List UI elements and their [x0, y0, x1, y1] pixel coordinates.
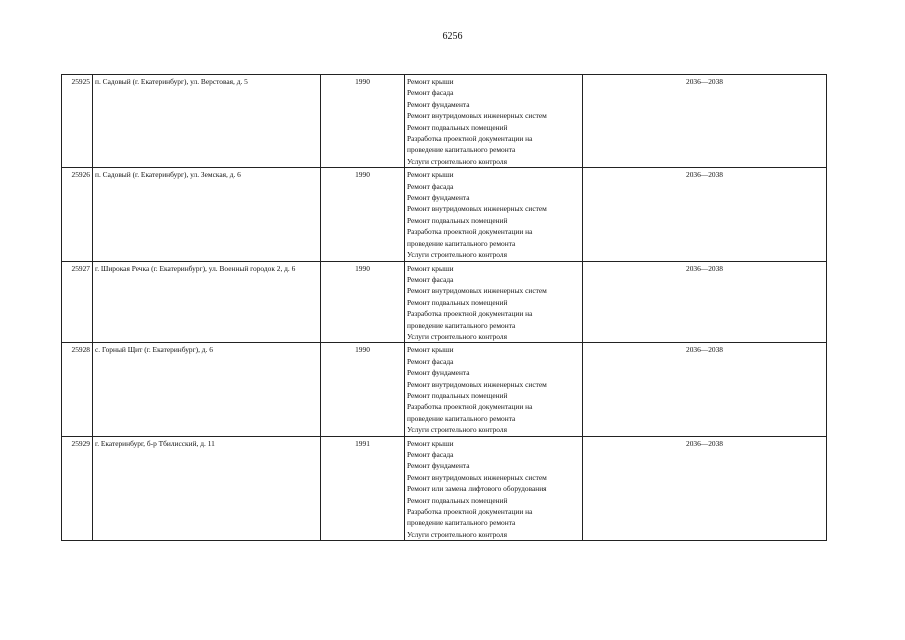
address-cell [93, 436, 321, 541]
address-cell [93, 261, 321, 343]
work-item: Ремонт внутридомовых инженерных систем [407, 379, 547, 389]
row-number-cell: 25929 [62, 436, 93, 541]
table-row [62, 343, 827, 436]
work-item: Ремонт фундамента [407, 461, 470, 471]
year-cell: 1990 [321, 75, 405, 168]
period-cell: 2036—2038 [583, 261, 827, 343]
work-item: Ремонт внутридомовых инженерных систем [407, 472, 547, 482]
table-row [62, 436, 827, 541]
period-cell: 2036—2038 [583, 75, 827, 168]
address-text: п. Садовый (г. Екатеринбург), ул. Верстовая, д. 5 [95, 77, 248, 86]
work-item: Ремонт внутридомовых инженерных систем [407, 111, 547, 121]
row-number-cell: 25926 [62, 168, 93, 261]
period-cell: 2036—2038 [583, 436, 827, 541]
work-item: Ремонт фасада [407, 274, 454, 284]
work-item: Ремонт подвальных помещений [407, 122, 508, 132]
address-text: с. Горный Щит (г. Екатеринбург), д. 6 [95, 345, 213, 355]
work-item: Услуги строительного контроля [407, 425, 507, 435]
work-item: проведение капитального ремонта [407, 518, 516, 528]
address-cell [93, 168, 321, 261]
period-cell: 2036—2038 [583, 168, 827, 261]
row-number-cell: 25927 [62, 261, 93, 343]
work-item: Ремонт подвальных помещений [407, 297, 508, 307]
year-cell: 1990 [321, 168, 405, 261]
work-item: Ремонт фасада [407, 450, 454, 459]
works-cell [405, 343, 583, 436]
page-number: 6256 [442, 31, 463, 42]
work-item: Ремонт фасада [407, 356, 454, 366]
work-item: Ремонт подвальных помещений [407, 215, 508, 225]
work-item: Ремонт крыши [407, 263, 454, 273]
work-item: Ремонт крыши [407, 438, 454, 448]
work-item: Разработка проектной документации на [407, 134, 533, 144]
address-text: г. Екатеринбург, б-р Тбилисский, д. 11 [95, 438, 215, 448]
year-cell: 1990 [321, 261, 405, 343]
address-cell [93, 343, 321, 436]
work-item: Услуги строительного контроля [407, 250, 507, 260]
row-number-cell: 25928 [62, 343, 93, 436]
work-item: проведение капитального ремонта [407, 320, 516, 330]
work-item: Разработка проектной документации на [407, 227, 533, 237]
work-item: Ремонт фундамента [407, 193, 470, 203]
work-item: Услуги строительного контроля [407, 529, 507, 539]
period-cell: 2036—2038 [583, 343, 827, 436]
work-item: Ремонт фасада [407, 181, 454, 191]
works-cell [405, 436, 583, 541]
work-item: проведение капитального ремонта [407, 238, 516, 248]
work-item: Услуги строительного контроля [407, 156, 507, 166]
work-item: Разработка проектной документации на [407, 309, 533, 319]
work-item: Ремонт фундамента [407, 99, 470, 109]
year-cell: 1990 [321, 343, 405, 436]
work-item: проведение капитального ремонта [407, 145, 516, 155]
work-item: Ремонт фасада [407, 88, 454, 98]
capital-repair-table [61, 74, 827, 541]
work-item: Разработка проектной документации на [407, 402, 533, 412]
work-item: Ремонт внутридомовых инженерных систем [407, 286, 547, 296]
address-text: г. Широкая Речка (г. Екатеринбург), ул. Военный городок 2, д. 6 [95, 263, 296, 273]
work-item: Ремонт подвальных помещений [407, 390, 508, 400]
work-item: Ремонт внутридомовых инженерных систем [407, 204, 547, 214]
table-row [62, 75, 827, 168]
work-item: Ремонт или замена лифтового оборудования [407, 484, 547, 494]
address-cell [93, 75, 321, 168]
work-item: Ремонт крыши [407, 345, 454, 355]
address-text: п. Садовый (г. Екатеринбург), ул. Земская, д. 6 [95, 170, 241, 180]
work-item: Разработка проектной документации на [407, 507, 533, 517]
table-row [62, 261, 827, 343]
work-item: Ремонт подвальных помещений [407, 495, 508, 505]
work-item: Услуги строительного контроля [407, 331, 507, 341]
work-item: Ремонт фундамента [407, 368, 470, 378]
works-cell [405, 168, 583, 261]
table-row [62, 168, 827, 261]
work-item: Ремонт крыши [407, 170, 454, 180]
works-cell [405, 75, 583, 168]
year-cell: 1991 [321, 436, 405, 541]
works-cell [405, 261, 583, 343]
work-item: Ремонт крыши [407, 77, 454, 86]
work-item: проведение капитального ремонта [407, 413, 516, 423]
row-number-cell: 25925 [62, 75, 93, 168]
